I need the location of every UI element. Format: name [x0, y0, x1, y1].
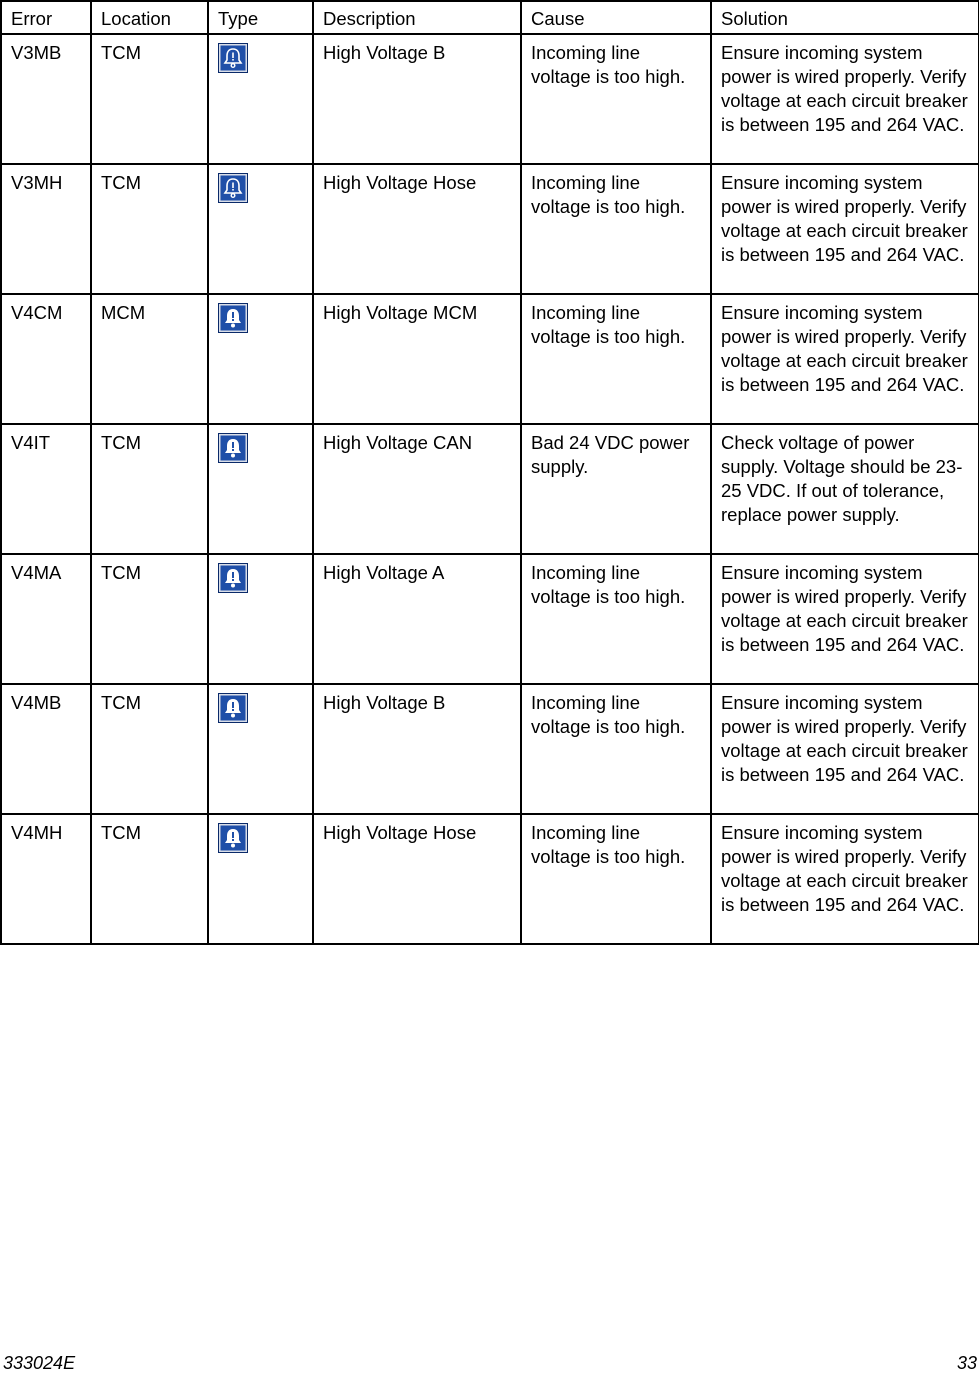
- cause-cell: Incoming line voltage is too high.: [521, 814, 711, 944]
- location-cell: TCM: [91, 554, 208, 684]
- error-code-cell: V4MH: [1, 814, 91, 944]
- type-cell: [208, 684, 313, 814]
- table-row: [1, 814, 979, 944]
- type-cell: [208, 34, 313, 164]
- table-row: [1, 684, 979, 814]
- cause-cell: Incoming line voltage is too high.: [521, 164, 711, 294]
- error-code-cell: V4IT: [1, 424, 91, 554]
- error-code-cell: V4MA: [1, 554, 91, 684]
- solution-cell: Ensure incoming system power is wired properly. Verify voltage at each circuit breaker is between 195 and 264 VAC.: [711, 684, 979, 814]
- type-cell: [208, 164, 313, 294]
- location-cell: TCM: [91, 424, 208, 554]
- type-cell: [208, 554, 313, 684]
- alarm-bell-icon: [218, 303, 248, 333]
- solution-cell: Ensure incoming system power is wired properly. Verify voltage at each circuit breaker is between 195 and 264 VAC.: [711, 814, 979, 944]
- alarm-bell-icon: [218, 693, 248, 723]
- table-header-row: [1, 1, 979, 34]
- location-cell: MCM: [91, 294, 208, 424]
- table-row: [1, 164, 979, 294]
- solution-cell: Ensure incoming system power is wired properly. Verify voltage at each circuit breaker is between 195 and 264 VAC.: [711, 34, 979, 164]
- error-code-cell: V4CM: [1, 294, 91, 424]
- description-cell: High Voltage B: [313, 34, 521, 164]
- page-number: 33: [956, 1353, 977, 1373]
- cause-cell: Incoming line voltage is too high.: [521, 34, 711, 164]
- type-cell: [208, 294, 313, 424]
- error-code-cell: V4MB: [1, 684, 91, 814]
- location-cell: TCM: [91, 164, 208, 294]
- description-cell: High Voltage MCM: [313, 294, 521, 424]
- cause-cell: Bad 24 VDC power supply.: [521, 424, 711, 554]
- table-row: [1, 34, 979, 164]
- cause-cell: Incoming line voltage is too high.: [521, 554, 711, 684]
- solution-cell: Ensure incoming system power is wired properly. Verify voltage at each circuit breaker is between 195 and 264 VAC.: [711, 554, 979, 684]
- document-number: 333024E: [3, 1353, 76, 1373]
- cause-cell: Incoming line voltage is too high.: [521, 684, 711, 814]
- error-code-cell: V3MB: [1, 34, 91, 164]
- description-cell: High Voltage Hose: [313, 814, 521, 944]
- header-cause: Cause: [521, 1, 711, 34]
- alarm-bell-icon: [218, 823, 248, 853]
- description-cell: High Voltage B: [313, 684, 521, 814]
- type-cell: [208, 424, 313, 554]
- solution-cell: Ensure incoming system power is wired properly. Verify voltage at each circuit breaker is between 195 and 264 VAC.: [711, 294, 979, 424]
- table-row: [1, 554, 979, 684]
- table-row: [1, 424, 979, 554]
- header-type: Type: [208, 1, 313, 34]
- alarm-bell-icon: [218, 563, 248, 593]
- header-solution: Solution: [711, 1, 979, 34]
- header-description: Description: [313, 1, 521, 34]
- cause-cell: Incoming line voltage is too high.: [521, 294, 711, 424]
- alarm-bell-icon: [218, 433, 248, 463]
- type-cell: [208, 814, 313, 944]
- deviation-bell-icon: [218, 43, 248, 73]
- header-location: Location: [91, 1, 208, 34]
- solution-cell: Check voltage of power supply. Voltage should be 23-25 VDC. If out of tolerance, replace power supply.: [711, 424, 979, 554]
- deviation-bell-icon: [218, 173, 248, 203]
- header-error: Error: [1, 1, 91, 34]
- location-cell: TCM: [91, 684, 208, 814]
- location-cell: TCM: [91, 814, 208, 944]
- error-code-cell: V3MH: [1, 164, 91, 294]
- table-row: [1, 294, 979, 424]
- description-cell: High Voltage CAN: [313, 424, 521, 554]
- description-cell: High Voltage A: [313, 554, 521, 684]
- description-cell: High Voltage Hose: [313, 164, 521, 294]
- location-cell: TCM: [91, 34, 208, 164]
- solution-cell: Ensure incoming system power is wired properly. Verify voltage at each circuit breaker is between 195 and 264 VAC.: [711, 164, 979, 294]
